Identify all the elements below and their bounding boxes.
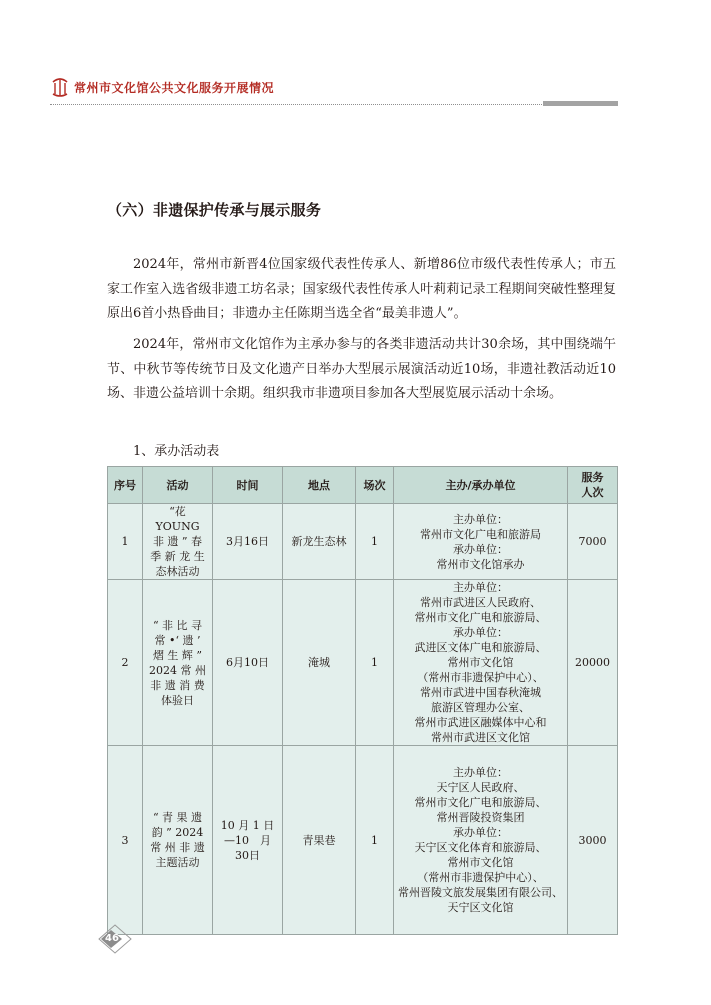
cell-organizer-line: 承办单位： <box>453 542 508 556</box>
cell-activity-line: 韵 ” 2024 <box>151 826 204 839</box>
cell-organizer-line: 主办单位： <box>453 581 508 594</box>
cell-time-line: 6月10日 <box>226 656 269 669</box>
cell-time-line: —10 月 <box>224 833 271 847</box>
header-place: 地点 <box>283 467 356 504</box>
cell-organizer-line: 常州市文化广电和旅游局、 <box>414 796 547 809</box>
cell-place: 淹城 <box>283 580 356 746</box>
cell-organizer-line: 承办单位： <box>453 826 508 839</box>
cell-organizer-line: 常州晋陵投资集团 <box>436 811 525 824</box>
cell-activity-line: “ 青 果 遗 <box>152 811 203 824</box>
header-served-line-1: 服务 <box>581 471 604 484</box>
cell-served: 7000 <box>568 504 618 580</box>
cell-activity-line: 体验日 <box>161 693 194 707</box>
section-title: （六）非遗保护传承与展示服务 <box>107 201 322 219</box>
table-row <box>108 746 618 935</box>
header-activity: 活动 <box>143 467 213 504</box>
header-time: 时间 <box>213 467 283 504</box>
cell-sessions: 1 <box>356 504 394 580</box>
paragraph-1: 2024年，常州市新晋4位国家级代表性传承人、新增86位市级代表性传承人；市五家工作室入选省级非遗工坊名录；国家级代表性传承人叶莉莉记录工程期间突破性整理复原出6首小热昏曲目；非遗办主任陈期当选全省“最美非遗人”。 <box>107 257 616 321</box>
cell-organizer-line: 武进区文体广电和旅游局、 <box>414 641 547 654</box>
cell-organizer-line: 常州市武进区文化馆 <box>431 731 530 744</box>
cell-activity-line: 非 遗 消 费 <box>150 678 205 692</box>
cell-organizer-line: （常州市非遗保护中心）、 <box>417 871 544 884</box>
header-rule <box>50 104 618 105</box>
cell-organizer-line: 天宁区人民政府、 <box>436 781 525 794</box>
cell-time-line: 3月16日 <box>226 535 269 548</box>
cell-time <box>213 580 283 746</box>
paragraph-2: 2024年，常州市文化馆作为主承办参与的各类非遗活动共计30余场，其中围绕端午节、中秋节等传统节日及文化遗产日举办大型展示展演活动近10场，非遗社教活动近10场、非遗公益培训十余期。组织我市非遗项目参加各大型展览展示活动十余场。 <box>107 337 616 401</box>
header-served <box>568 467 618 504</box>
cell-activity <box>143 746 213 935</box>
cell-organizer-line: 常州市文化馆 <box>447 856 514 869</box>
cell-activity <box>143 580 213 746</box>
cell-organizer-line: 常州市武进区人民政府、 <box>420 596 541 609</box>
cell-time-line: 10 月 1 日 <box>220 818 275 832</box>
cell-no: 1 <box>108 504 143 580</box>
cell-activity-line: 主题活动 <box>155 856 200 869</box>
header-served-line-2: 人次 <box>581 486 604 499</box>
cell-place: 青果巷 <box>283 746 356 935</box>
cell-activity-line: “ 非 比 寻 <box>152 618 203 632</box>
cell-organizer-line: 常州市武进区融媒体中心和 <box>414 716 547 729</box>
header-bar <box>543 101 618 106</box>
cell-activity-line: “花 YOUNG <box>155 505 200 533</box>
cell-place: 新龙生态林 <box>283 504 356 580</box>
cell-sessions: 1 <box>356 580 394 746</box>
cell-activity-line: 2024 常 州 <box>149 663 206 677</box>
table-row <box>108 580 618 746</box>
cell-organizer-line: 天宁区文化馆 <box>447 901 514 914</box>
cell-served: 3000 <box>568 746 618 935</box>
cell-organizer <box>394 746 568 935</box>
cell-organizer-line: 承办单位： <box>453 626 508 639</box>
cell-no: 2 <box>108 580 143 746</box>
activities-table <box>107 466 618 935</box>
cell-organizer-line: 天宁区文化体育和旅游局、 <box>414 841 547 854</box>
cell-organizer-line: 主办单位： <box>453 512 508 526</box>
cell-activity-line: 季 新 龙 生 <box>150 550 205 563</box>
cell-sessions: 1 <box>356 746 394 935</box>
cell-organizer-line: 常州晋陵文旅发展集团有限公司、 <box>398 886 563 899</box>
cell-organizer <box>394 580 568 746</box>
cell-activity-line: 非 遗 ” 春 <box>152 535 203 548</box>
table-row <box>108 504 618 580</box>
header-title: 常州市文化馆公共文化服务开展情况 <box>74 81 275 95</box>
cell-activity-line: 常 州 非 遗 <box>150 841 205 854</box>
cell-organizer-line: （常州市非遗保护中心）、 <box>417 671 544 684</box>
cell-organizer <box>394 504 568 580</box>
cell-time-line: 30日 <box>235 848 260 862</box>
cell-activity <box>143 504 213 580</box>
cell-organizer-line: 常州市文化馆 <box>447 656 514 669</box>
header-no: 序号 <box>108 467 143 504</box>
cell-time <box>213 746 283 935</box>
header-sessions: 场次 <box>356 467 394 504</box>
page-header <box>50 76 620 110</box>
cell-organizer-line: 常州市文化馆承办 <box>436 557 525 571</box>
page-number: 46 <box>105 933 119 944</box>
lantern-logo-icon <box>50 76 70 98</box>
cell-organizer-line: 旅游区管理办公室、 <box>431 701 530 714</box>
cell-time <box>213 504 283 580</box>
cell-organizer-line: 常州市武进中国春秋淹城 <box>420 686 541 699</box>
cell-activity-line: 熠 生 辉 ” <box>152 648 203 662</box>
cell-activity-line: 态林活动 <box>155 565 200 578</box>
cell-served: 20000 <box>568 580 618 746</box>
table-caption: 1、承办活动表 <box>133 444 220 459</box>
table-header-row <box>108 467 618 504</box>
cell-activity-line: 常 •‘ 遗 ’ <box>154 633 201 647</box>
cell-organizer-line: 常州市文化广电和旅游局 <box>420 527 541 541</box>
cell-no: 3 <box>108 746 143 935</box>
cell-organizer-line: 主办单位： <box>453 766 508 779</box>
header-organizer: 主办/承办单位 <box>394 467 568 504</box>
cell-organizer-line: 常州市文化广电和旅游局、 <box>414 611 547 624</box>
